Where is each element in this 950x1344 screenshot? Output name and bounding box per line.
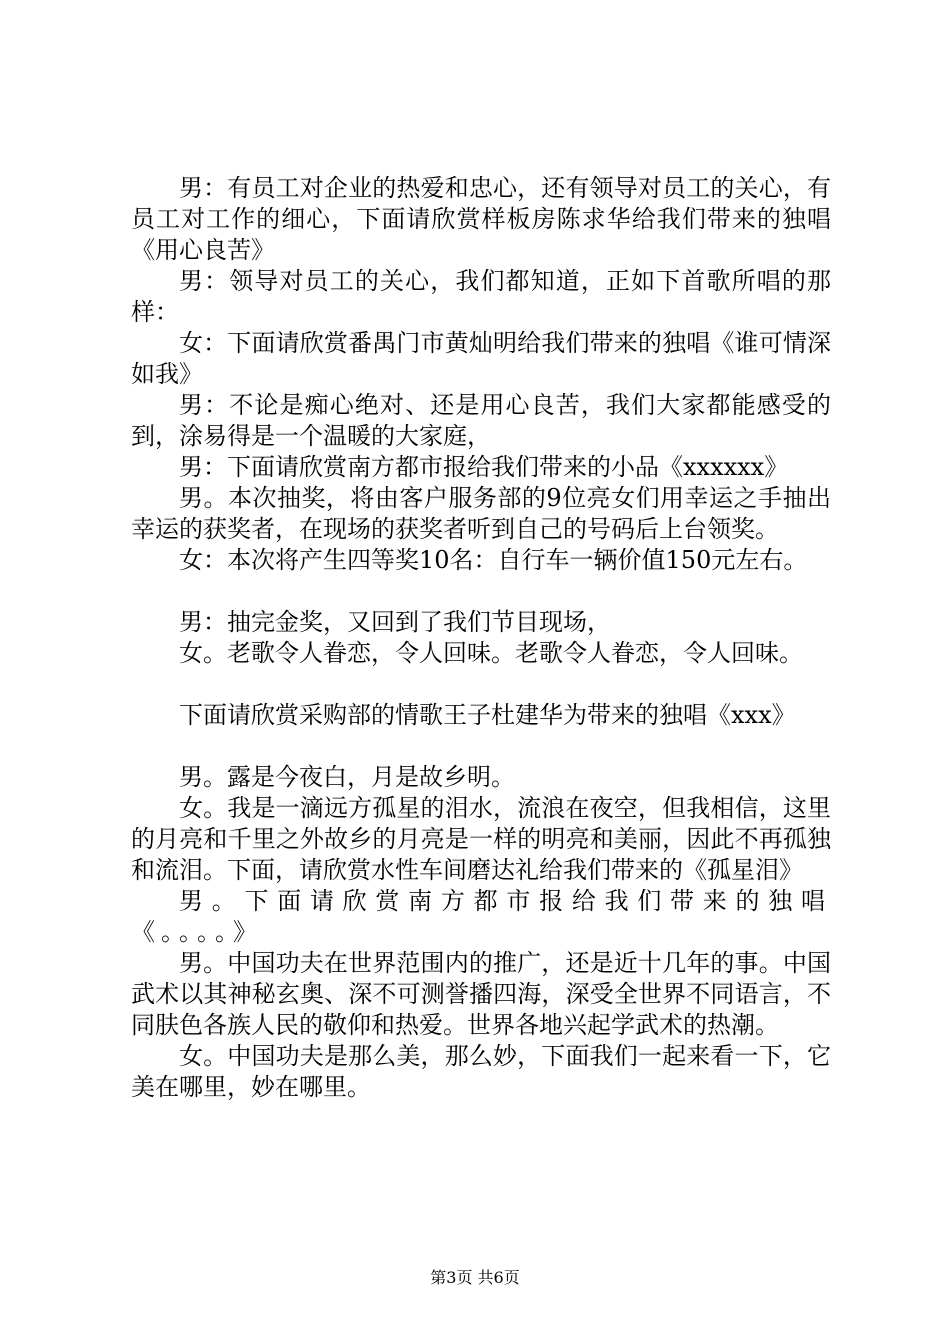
paragraph-9: 女。老歌令人眷恋，令人回味。老歌令人眷恋，令人回味。 <box>179 639 803 667</box>
paragraph-11: 男。露是今夜白，月是故乡明。 <box>179 763 515 791</box>
paragraph-4: 男：不论是痴心绝对、还是用心良苦，我们大家都能感受的到，涂易得是一个温暖的大家庭， <box>131 391 831 450</box>
paragraph-6: 男。本次抽奖，将由客户服务部的9位亮女们用幸运之手抽出幸运的获奖者，在现场的获奖者听到自己的号码后上台领奖。 <box>131 484 831 543</box>
paragraph-5: 男：下面请欣赏南方都市报给我们带来的小品《xxxxxx》 <box>179 453 789 481</box>
paragraph-2: 男：领导对员工的关心，我们都知道，正如下首歌所唱的那样： <box>131 267 831 326</box>
paragraph-15: 女。中国功夫是那么美，那么妙，下面我们一起来看一下，它美在哪里，妙在哪里。 <box>131 1042 831 1101</box>
paragraph-10: 下面请欣赏采购部的情歌王子杜建华为带来的独唱《xxx》 <box>179 701 796 729</box>
page-number-footer: 第3页 共6页 <box>430 1268 520 1287</box>
document-body <box>131 173 831 1103</box>
paragraph-1: 男：有员工对企业的热爱和忠心，还有领导对员工的关心，有员工对工作的细心，下面请欣赏样板房陈求华给我们带来的独唱《用心良苦》 <box>131 174 831 264</box>
paragraph-7: 女：本次将产生四等奖10名：自行车一辆价值150元左右。 <box>179 546 808 574</box>
paragraph-3: 女：下面请欣赏番禺门市黄灿明给我们带来的独唱《谁可情深如我》 <box>131 329 831 388</box>
paragraph-13: 男。下面请欣赏南方都市报给我们带来的独唱《。。。。》 <box>131 887 831 946</box>
paragraph-8: 男：抽完金奖，又回到了我们节目现场， <box>179 608 611 636</box>
paragraph-12: 女。我是一滴远方孤星的泪水，流浪在夜空，但我相信，这里的月亮和千里之外故乡的月亮是一样的明亮和美丽，因此不再孤独和流泪。下面，请欣赏水性车间磨达礼给我们带来的《孤星泪》 <box>131 794 831 884</box>
paragraph-14: 男。中国功夫在世界范围内的推广，还是近十几年的事。中国武术以其神秘玄奥、深不可测誉播四海，深受全世界不同语言，不同肤色各族人民的敬仰和热爱。世界各地兴起学武术的热潮。 <box>131 949 831 1039</box>
